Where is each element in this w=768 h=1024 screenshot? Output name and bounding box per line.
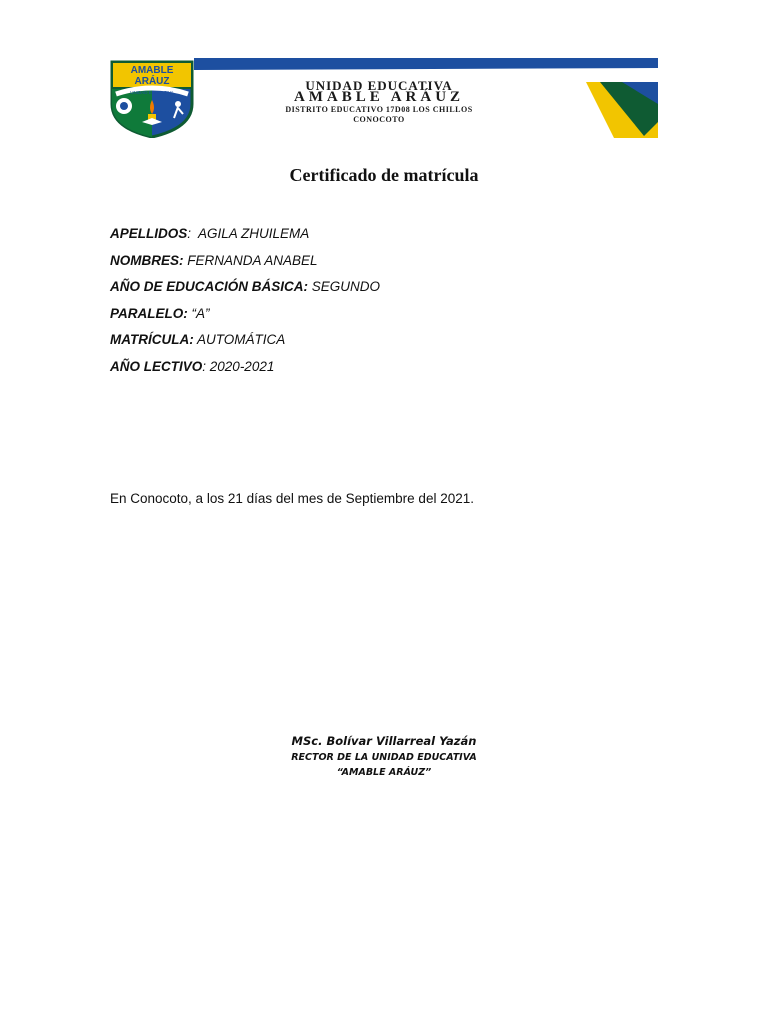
document-title: Certificado de matrícula [289, 165, 479, 185]
school-type: UNIDAD EDUCATIVA [305, 78, 453, 93]
signatory-role: RECTOR DE LA UNIDAD EDUCATIVA [291, 752, 477, 763]
field-separator: : [187, 226, 199, 241]
field-label: AÑO LECTIVO [110, 358, 203, 374]
field-label: AÑO DE EDUCACIÓN BÁSICA: [110, 279, 309, 294]
letterhead [108, 58, 658, 138]
svg-text:UNIDAD EDUCATIVA: UNIDAD EDUCATIVA [130, 90, 174, 95]
school-name-banner [194, 58, 658, 138]
field-value: FERNANDA ANABEL [187, 252, 318, 268]
field-label: MATRÍCULA: [110, 332, 194, 347]
svg-text:ARÁUZ: ARÁUZ [134, 76, 170, 87]
school-location: CONOCOTO [353, 115, 405, 124]
field-value: “A” [191, 305, 210, 321]
field-paralelo [110, 306, 670, 333]
field-anio-lectivo [110, 359, 670, 386]
student-fields [110, 226, 670, 385]
field-separator: : [202, 358, 210, 374]
field-value: SEGUNDO [311, 279, 381, 294]
field-value: 2020-2021 [209, 358, 275, 374]
school-district: DISTRITO EDUCATIVO 17D08 LOS CHILLOS [285, 105, 473, 114]
school-name: AMABLE ARÁUZ [293, 89, 465, 105]
field-label: APELLIDOS [110, 226, 188, 241]
field-matricula [110, 332, 670, 359]
field-nombres [110, 253, 670, 280]
field-value: AUTOMÁTICA [196, 332, 286, 347]
signatory-name: MSc. Bolívar Villarreal Yazán [291, 734, 477, 748]
field-label: PARALELO: [110, 305, 188, 321]
svg-text:AMABLE: AMABLE [130, 65, 174, 76]
signature-block [0, 733, 768, 780]
field-anio-educacion [110, 279, 670, 306]
field-apellidos [110, 226, 670, 253]
school-crest-logo [108, 58, 196, 138]
signatory-school: “AMABLE ARÁUZ” [336, 767, 432, 778]
place-and-date: En Conocoto, a los 21 días del mes de Septiembre del 2021. [110, 491, 474, 506]
field-label: NOMBRES: [110, 252, 184, 268]
field-value: AGILA ZHUILEMA [198, 226, 310, 241]
